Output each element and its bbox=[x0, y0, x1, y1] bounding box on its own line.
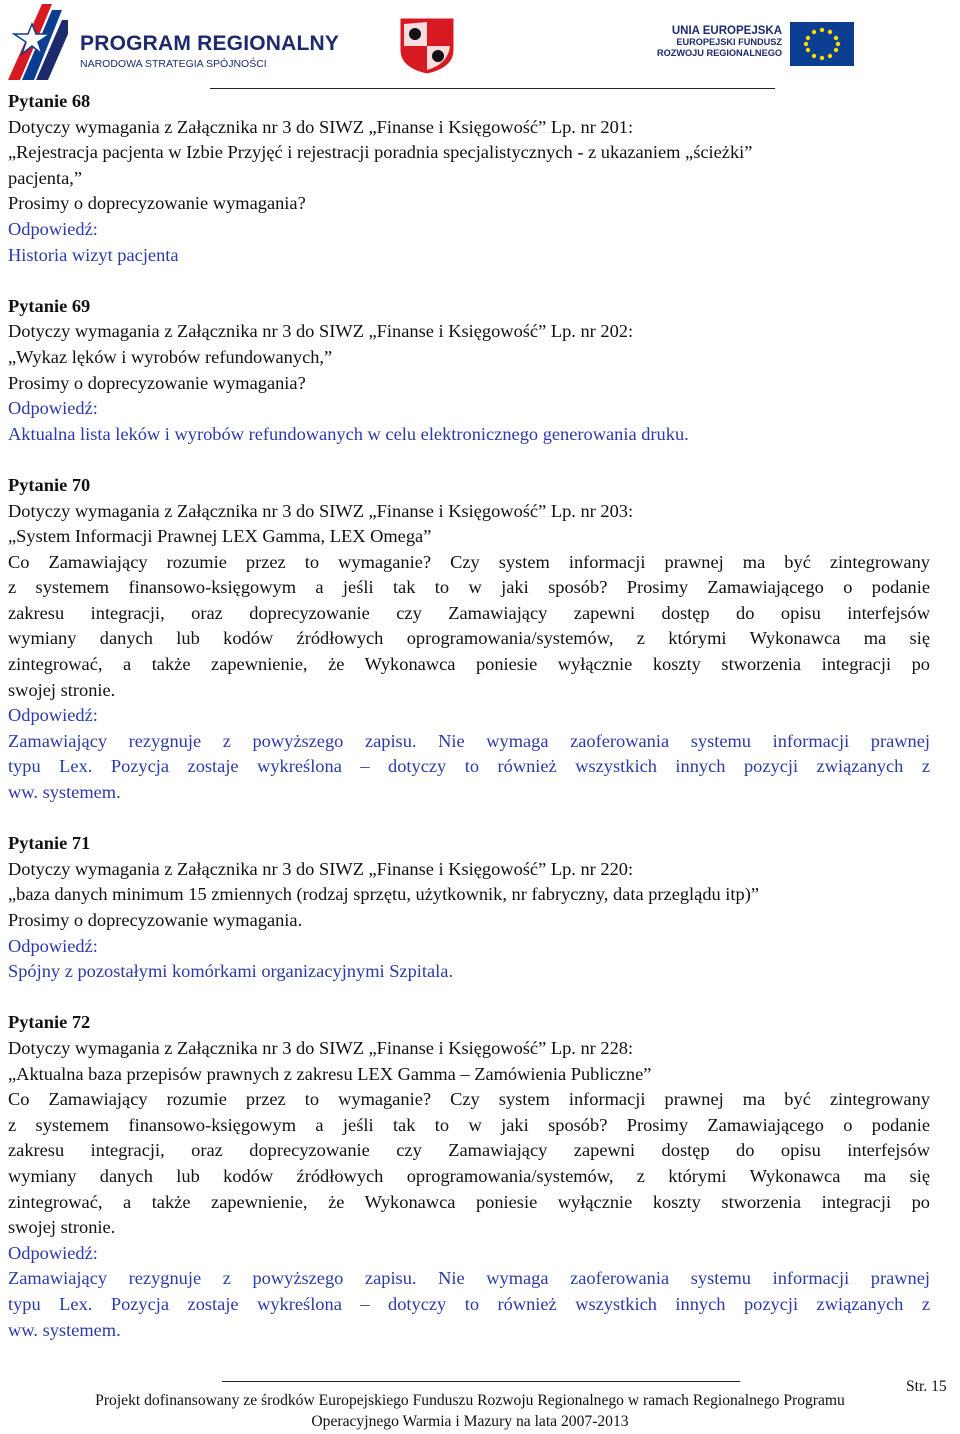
answer-line: Zamawiający rezygnuje z powyższego zapisu. Nie wymaga zaoferowania systemu informacji prawnej bbox=[8, 730, 930, 751]
eu-line-2: EUROPEJSKI FUNDUSZ bbox=[676, 37, 782, 47]
question-title: Pytanie 70 bbox=[8, 474, 91, 495]
footer-line-1: Projekt dofinansowany ze środków Europejskiego Funduszu Rozwoju Regionalnego w ramach Regionalnego Programu bbox=[95, 1392, 845, 1409]
program-regionalny-emblem-icon bbox=[8, 4, 68, 80]
question-line: „System Informacji Prawnej LEX Gamma, LEX Omega” bbox=[8, 526, 432, 547]
answer-line: Zamawiający rezygnuje z powyższego zapisu. Nie wymaga zaoferowania systemu informacji prawnej bbox=[8, 1268, 930, 1289]
question-title: Pytanie 69 bbox=[8, 295, 91, 316]
page-number: Str. 15 bbox=[906, 1378, 947, 1395]
program-subtitle: NARODOWA STRATEGIA SPÓJNOŚCI bbox=[80, 58, 267, 70]
question-line: Dotyczy wymagania z Załącznika nr 3 do SIWZ „Finanse i Księgowość” Lp. nr 202: bbox=[8, 321, 634, 342]
question-line: pacjenta,” bbox=[8, 167, 83, 188]
page-footer bbox=[30, 1390, 910, 1432]
question-line: „Rejestracja pacjenta w Izbie Przyjęć i rejestracji poradnia specjalistycznych - z ukazaniem „ścieżki” bbox=[8, 142, 753, 163]
eu-label bbox=[648, 26, 782, 59]
answer-line: ww. systemem. bbox=[8, 1319, 121, 1340]
question-paragraph-line: swojej stronie. bbox=[8, 1217, 116, 1238]
question-title: Pytanie 71 bbox=[8, 833, 91, 854]
answer-label: Odpowiedź: bbox=[8, 218, 98, 239]
eu-flag-icon bbox=[790, 22, 854, 66]
question-paragraph-line: z systemem finansowo-księgowym a jeśli tak to w jaki sposób? Prosimy Zamawiającego o podanie bbox=[8, 577, 930, 598]
question-line: „baza danych minimum 15 zmiennych (rodzaj sprzętu, użytkownik, nr fabryczny, data przeglądu itp)” bbox=[8, 884, 760, 905]
question-line: Dotyczy wymagania z Załącznika nr 3 do SIWZ „Finanse i Księgowość” Lp. nr 220: bbox=[8, 858, 634, 879]
question-line: Prosimy o doprecyzowanie wymagania? bbox=[8, 372, 306, 393]
question-line: Prosimy o doprecyzowanie wymagania? bbox=[8, 193, 306, 214]
answer-line: Historia wizyt pacjenta bbox=[8, 244, 179, 265]
answer-line: typu Lex. Pozycja zostaje wykreślona – dotyczy to również wszystkich innych pozycji związanych z bbox=[8, 1293, 930, 1314]
page-header bbox=[0, 0, 960, 90]
footer-divider bbox=[222, 1381, 740, 1382]
warmia-mazury-crest-icon bbox=[398, 16, 456, 76]
answer-line: ww. systemem. bbox=[8, 782, 121, 803]
question-68 bbox=[8, 89, 930, 268]
answer-line: Spójny z pozostałymi komórkami organizacyjnymi Szpitala. bbox=[8, 961, 454, 982]
question-line: „Aktualna baza przepisów prawnych z zakresu LEX Gamma – Zamówienia Publiczne” bbox=[8, 1063, 652, 1084]
eu-line-1: UNIA EUROPEJSKA bbox=[671, 25, 782, 37]
question-paragraph-line: zintegrować, a także zapewnienie, że Wykonawca poniesie wyłącznie koszty stworzenia integracji po bbox=[8, 654, 930, 675]
question-line: Dotyczy wymagania z Załącznika nr 3 do SIWZ „Finanse i Księgowość” Lp. nr 203: bbox=[8, 500, 634, 521]
question-title: Pytanie 72 bbox=[8, 1012, 91, 1033]
question-paragraph-line: wymiany danych lub kodów źródłowych oprogramowania/systemów, z którymi Wykonawca ma się bbox=[8, 1165, 930, 1186]
answer-line: typu Lex. Pozycja zostaje wykreślona – dotyczy to również wszystkich innych pozycji związanych z bbox=[8, 756, 930, 777]
question-paragraph-line: zintegrować, a także zapewnienie, że Wykonawca poniesie wyłącznie koszty stworzenia integracji po bbox=[8, 1191, 930, 1212]
program-title: PROGRAM REGIONALNY bbox=[80, 32, 340, 55]
question-paragraph-line: z systemem finansowo-księgowym a jeśli tak to w jaki sposób? Prosimy Zamawiającego o podanie bbox=[8, 1114, 930, 1135]
question-paragraph-line: zakresu integracji, oraz doprecyzowanie czy Zamawiający zapewni dostęp do opisu interfejsów bbox=[8, 1140, 930, 1161]
question-paragraph-line: Co Zamawiający rozumie przez to wymaganie? Czy system informacji prawnej ma być zintegrowany bbox=[8, 551, 930, 572]
answer-label: Odpowiedź: bbox=[8, 705, 98, 726]
question-title: Pytanie 68 bbox=[8, 91, 91, 111]
answer-label: Odpowiedź: bbox=[8, 935, 98, 956]
question-line: „Wykaz lęków i wyrobów refundowanych,” bbox=[8, 346, 333, 367]
question-72 bbox=[8, 1010, 930, 1343]
question-paragraph-line: swojej stronie. bbox=[8, 679, 116, 700]
question-line: Dotyczy wymagania z Załącznika nr 3 do SIWZ „Finanse i Księgowość” Lp. nr 228: bbox=[8, 1037, 634, 1058]
question-70 bbox=[8, 473, 930, 806]
question-paragraph-line: zakresu integracji, oraz doprecyzowanie czy Zamawiający zapewni dostęp do opisu interfejsów bbox=[8, 602, 930, 623]
answer-label: Odpowiedź: bbox=[8, 398, 98, 419]
answer-line: Aktualna lista leków i wyrobów refundowanych w celu elektronicznego generowania druku. bbox=[8, 423, 689, 444]
eu-line-3: ROZWOJU REGIONALNEGO bbox=[656, 48, 782, 58]
question-paragraph-line: wymiany danych lub kodów źródłowych oprogramowania/systemów, z którymi Wykonawca ma się bbox=[8, 628, 930, 649]
document-body bbox=[8, 89, 930, 1343]
question-paragraph-line: Co Zamawiający rozumie przez to wymaganie? Czy system informacji prawnej ma być zintegrowany bbox=[8, 1089, 930, 1110]
question-69 bbox=[8, 294, 930, 448]
question-line: Dotyczy wymagania z Załącznika nr 3 do SIWZ „Finanse i Księgowość” Lp. nr 201: bbox=[8, 116, 634, 137]
program-regionalny-logo bbox=[8, 4, 340, 80]
answer-label: Odpowiedź: bbox=[8, 1242, 98, 1263]
footer-line-2: Operacyjnego Warmia i Mazury na lata 2007-2013 bbox=[311, 1413, 629, 1430]
question-71 bbox=[8, 831, 930, 985]
question-line: Prosimy o doprecyzowanie wymagania. bbox=[8, 910, 303, 930]
